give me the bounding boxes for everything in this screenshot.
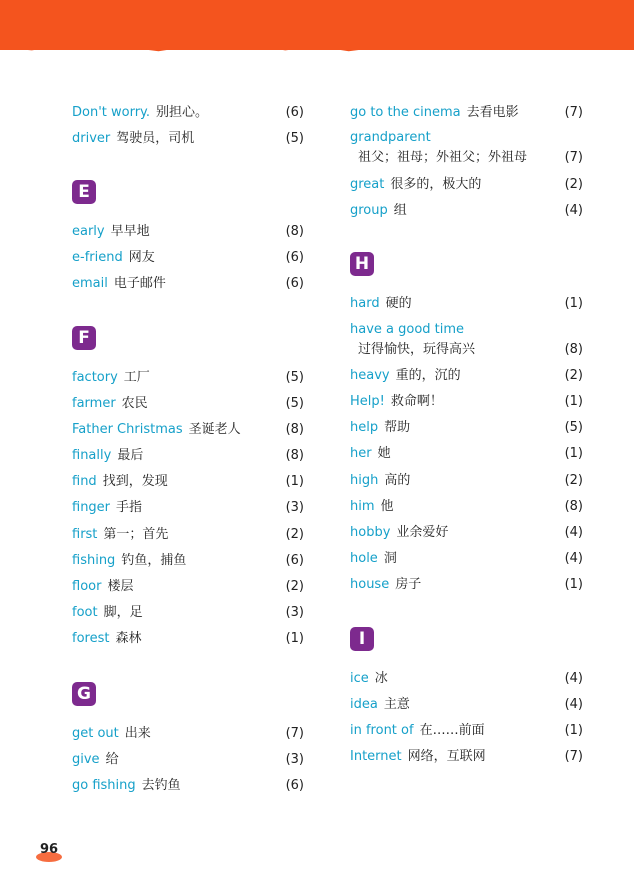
entry-meaning: 洞: [383, 551, 397, 566]
entry-word: hole: [350, 551, 378, 566]
entry-unit: (7): [564, 150, 583, 165]
entry-meaning: 她: [377, 446, 391, 461]
entry-meaning: 高的: [384, 473, 411, 488]
entry-word: have a good time: [350, 322, 465, 337]
entry-unit: (6): [285, 276, 304, 291]
entry-meaning: 出来: [124, 726, 151, 741]
entry-unit: (1): [564, 446, 583, 461]
entry-meaning: 第一；首先: [103, 527, 169, 542]
entry-word: idea: [350, 697, 378, 712]
entry-unit: (5): [285, 370, 304, 385]
section-letter-g: G: [72, 682, 96, 706]
entry-unit: (7): [564, 749, 583, 764]
vocab-entry: [72, 105, 304, 121]
entry-word: go to the cinema: [350, 105, 461, 120]
vocab-entry: [350, 723, 583, 739]
entry-unit: (1): [564, 296, 583, 311]
entry-meaning: 重的，沉的: [395, 368, 461, 383]
entry-unit: (4): [564, 671, 583, 686]
section-letter-h: H: [350, 252, 374, 276]
entry-unit: (2): [285, 527, 304, 542]
vocab-entry: [72, 778, 304, 794]
entry-meaning: 救命啊！: [390, 394, 443, 409]
entry-unit: (6): [285, 105, 304, 120]
entry-unit: (6): [285, 250, 304, 265]
vocab-entry: [72, 131, 304, 147]
entry-meaning: 网友: [128, 250, 155, 265]
entry-meaning: 电子邮件: [113, 276, 166, 291]
vocab-entry: [350, 551, 583, 567]
vocab-entry: [72, 422, 304, 438]
vocab-entry: [350, 322, 583, 357]
entry-meaning: 主意: [383, 697, 410, 712]
entry-meaning: 钓鱼，捕鱼: [121, 553, 187, 568]
entry-meaning: 组: [393, 203, 407, 218]
vocab-entry: [72, 631, 304, 647]
vocab-entry: [72, 224, 304, 240]
entry-word: go fishing: [72, 778, 136, 793]
entry-word: hard: [350, 296, 380, 311]
entry-word: him: [350, 499, 375, 514]
entry-unit: (4): [564, 525, 583, 540]
entry-word: driver: [72, 131, 111, 146]
vocab-entry: [72, 605, 304, 621]
vocab-entry: [350, 749, 583, 765]
vocab-entry: [350, 130, 583, 165]
vocab-entry: [350, 697, 583, 713]
vocab-entry: [72, 579, 304, 595]
entry-unit: (3): [285, 500, 304, 515]
entry-word: Don't worry.: [72, 105, 151, 120]
vocab-entry: [350, 105, 583, 121]
entry-meaning: 手指: [116, 500, 143, 515]
entry-word: email: [72, 276, 108, 291]
entry-word: her: [350, 446, 372, 461]
vocab-entry: [72, 752, 304, 768]
vocab-entry: [72, 448, 304, 464]
entry-unit: (4): [564, 697, 583, 712]
entry-word: Father Christmas: [72, 422, 183, 437]
entry-meaning: 别担心。: [156, 105, 209, 120]
section-letter-e: E: [72, 180, 96, 204]
entry-meaning: 森林: [115, 631, 142, 646]
entry-word: forest: [72, 631, 110, 646]
vocab-entry: [350, 577, 583, 593]
vocab-entry: [72, 276, 304, 292]
entry-word: in front of: [350, 723, 414, 738]
entry-unit: (3): [285, 752, 304, 767]
entry-meaning: 硬的: [385, 296, 412, 311]
entry-word: foot: [72, 605, 98, 620]
entry-meaning: 很多的，极大的: [390, 177, 482, 192]
vocab-entry: [72, 553, 304, 569]
entry-meaning: 房子: [395, 577, 422, 592]
entry-unit: (8): [564, 499, 583, 514]
entry-meaning: 工厂: [123, 370, 150, 385]
entry-word: farmer: [72, 396, 116, 411]
entry-meaning: 圣诞老人: [188, 422, 241, 437]
entry-word: Help!: [350, 394, 385, 409]
entry-unit: (1): [564, 723, 583, 738]
entry-word: grandparent: [350, 130, 431, 145]
vocab-entry: [72, 726, 304, 742]
entry-meaning: 驾驶员，司机: [116, 131, 195, 146]
entry-word: early: [72, 224, 105, 239]
entry-word: give: [72, 752, 100, 767]
entry-unit: (2): [564, 177, 583, 192]
entry-word: heavy: [350, 368, 390, 383]
entry-unit: (2): [564, 473, 583, 488]
entry-unit: (1): [564, 577, 583, 592]
entry-meaning: 农民: [121, 396, 148, 411]
entry-word: hobby: [350, 525, 391, 540]
page-number: 96: [40, 842, 59, 857]
entry-word: find: [72, 474, 97, 489]
entry-unit: (5): [285, 396, 304, 411]
section-letter-f: F: [72, 326, 96, 350]
entry-unit: (1): [564, 394, 583, 409]
entry-unit: (4): [564, 551, 583, 566]
vocab-entry: [350, 177, 583, 193]
entry-meaning: 最后: [117, 448, 144, 463]
vocab-entry: [350, 671, 583, 687]
entry-word: Internet: [350, 749, 402, 764]
entry-word: finger: [72, 500, 111, 515]
entry-meaning: 找到，发现: [102, 474, 168, 489]
entry-unit: (6): [285, 778, 304, 793]
entry-meaning: 楼层: [107, 579, 134, 594]
entry-unit: (2): [285, 579, 304, 594]
entry-word: fishing: [72, 553, 116, 568]
entry-word: floor: [72, 579, 102, 594]
entry-meaning: 给: [105, 752, 119, 767]
entry-unit: (8): [285, 448, 304, 463]
entry-word: get out: [72, 726, 119, 741]
entry-unit: (2): [564, 368, 583, 383]
entry-meaning: 祖父；祖母；外祖父；外祖母: [358, 150, 528, 165]
entry-unit: (1): [285, 474, 304, 489]
vocab-entry: [72, 527, 304, 543]
vocab-entry: [72, 474, 304, 490]
entry-meaning: 脚，足: [103, 605, 143, 620]
entry-word: house: [350, 577, 390, 592]
entry-meaning: 帮助: [384, 420, 411, 435]
entry-word: group: [350, 203, 388, 218]
entry-meaning: 去看电影: [466, 105, 519, 120]
entry-unit: (5): [564, 420, 583, 435]
entry-word: factory: [72, 370, 118, 385]
vocab-entry: [72, 500, 304, 516]
entry-meaning: 冰: [374, 671, 388, 686]
entry-word: high: [350, 473, 379, 488]
vocab-entry: [72, 250, 304, 266]
entry-unit: (1): [285, 631, 304, 646]
entry-word: great: [350, 177, 385, 192]
entry-word: e-friend: [72, 250, 123, 265]
vocab-entry: [350, 473, 583, 489]
entry-meaning: 网络，互联网: [407, 749, 486, 764]
entry-unit: (3): [285, 605, 304, 620]
vocab-entry: [350, 525, 583, 541]
entry-unit: (4): [564, 203, 583, 218]
entry-meaning: 过得愉快，玩得高兴: [358, 342, 476, 357]
section-letter-i: I: [350, 627, 374, 651]
entry-unit: (8): [285, 422, 304, 437]
vocab-entry: [350, 499, 583, 515]
entry-meaning: 去钓鱼: [141, 778, 181, 793]
vocab-entry: [350, 203, 583, 219]
entry-meaning: 业余爱好: [396, 525, 449, 540]
vocab-entry: [350, 368, 583, 384]
vocab-entry: [350, 394, 583, 410]
entry-word: help: [350, 420, 379, 435]
vocab-entry: [350, 296, 583, 312]
entry-unit: (6): [285, 553, 304, 568]
entry-meaning: 在……前面: [419, 723, 485, 738]
entry-word: finally: [72, 448, 112, 463]
entry-unit: (7): [564, 105, 583, 120]
vocab-entry: [72, 370, 304, 386]
entry-unit: (5): [285, 131, 304, 146]
entry-word: first: [72, 527, 98, 542]
entry-unit: (8): [285, 224, 304, 239]
vocab-entry: [350, 446, 583, 462]
entry-meaning: 早早地: [110, 224, 150, 239]
entry-word: ice: [350, 671, 369, 686]
entry-meaning: 他: [380, 499, 394, 514]
entry-unit: (8): [564, 342, 583, 357]
entry-unit: (7): [285, 726, 304, 741]
vocab-entry: [72, 396, 304, 412]
vocab-entry: [350, 420, 583, 436]
